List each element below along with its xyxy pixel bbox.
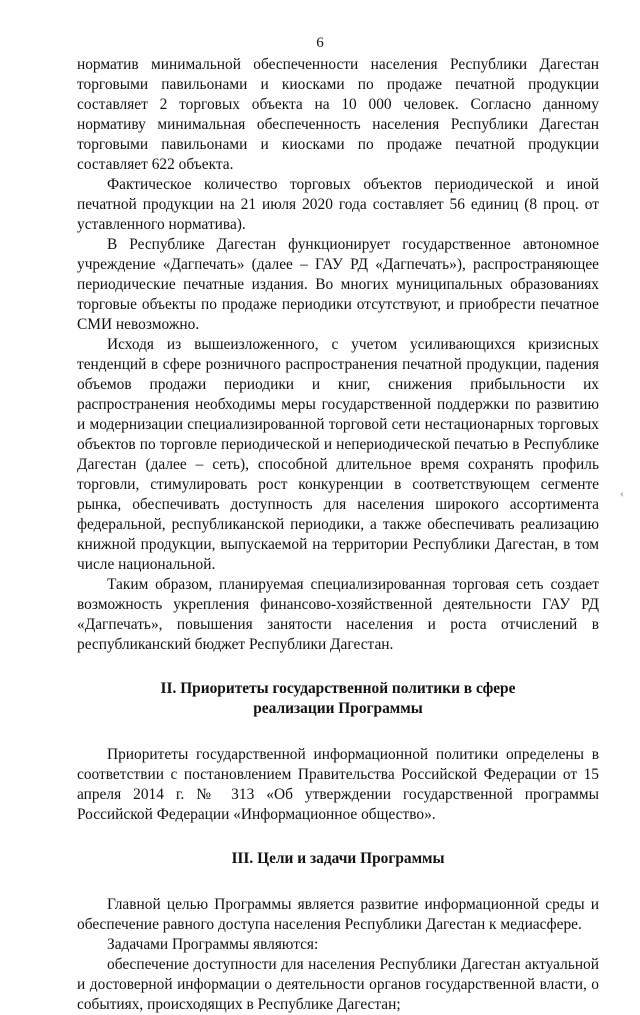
paragraph-support-measures: Исходя из вышеизложенного, с учетом усиливающихся кризисных тенденций в сфере розничного распространения печатной продукции, падения объемов продажи периодики и книг, снижения прибыльности их распространения необходимы меры государственной поддержки по развитию и модернизации специализированной торговой сети нестационарных торговых объектов по торговле периодической и непериодической печатью в Республике Дагестан (далее – сеть), способной длительное время сохранять профиль торговли, стимулировать рост конкуренции в соответствующем сегменте рынка, обеспечивать доступность для населения широкого ассортимента федеральной, республиканской периодики, а также обеспечивать реализацию книжной продукции, выпускаемой на территории Республики Дагестан, в том числе национальной.	[77, 336, 599, 573]
section-3-heading: III. Цели и задачи Программы	[231, 850, 445, 867]
document-body	[77, 55, 599, 1015]
spacer	[77, 825, 599, 849]
paragraph-tasks-intro: Задачами Программы являются:	[107, 936, 319, 953]
paragraph-actual-count: Фактическое количество торговых объектов периодической и иной печатной продукции на 21 июля 2020 года составляет 56 единиц (8 проц. от уставленного норматива).	[77, 176, 599, 233]
margin-scan-mark: ‹	[620, 486, 624, 500]
paragraph-standard-norm: норматив минимальной обеспеченности населения Республики Дагестан торговыми павильонами и киосками по продаже печатной продукции составляет 2 торговых объекта на 10 000 человек. Согласно данному нормативу минимальная обеспеченность населения Республики Дагестан торговыми павильонами и киосками по продаже печатной продукции составляет 622 объекта.	[77, 56, 599, 173]
paragraph-dagpechat: В Республике Дагестан функционирует государственное автономное учреждение «Дагпечать» (далее – ГАУ РД «Дагпечать»), распространяющее периодические печатные издания. Во многих муниципальных образованиях торговые объекты по продаже периодики отсутствуют, и приобрести печатное СМИ невозможно.	[77, 236, 599, 333]
paragraph-task-1: обеспечение доступности для населения Республики Дагестан актуальной и достоверной информации о деятельности органов государственной власти, о событиях, происходящих в Республике Дагестан;	[77, 956, 599, 1013]
paragraph-main-goal: Главной целью Программы является развитие информационной среды и обеспечение равного доступа населения Республики Дагестан к медиасфере.	[77, 896, 599, 933]
spacer	[77, 719, 599, 745]
paragraph-conclusion: Таким образом, планируемая специализированная торговая сеть создает возможность укрепления финансово-хозяйственной деятельности ГАУ РД «Дагпечать», повышения занятости населения и роста отчислений в республиканский бюджет Республики Дагестан.	[77, 576, 599, 653]
section-2-heading-line-2: реализации Программы	[253, 700, 423, 717]
section-2-heading-line-1: II. Приоритеты государственной политики в сфере	[160, 680, 516, 697]
spacer	[77, 869, 599, 895]
paragraph-priorities: Приоритеты государственной информационной политики определены в соответствии с постановлением Правительства Российской Федерации от 15 апреля 2014 г. № 313 «Об утверждении государственной программы Российской Федерации «Информационное общество».	[77, 746, 599, 823]
spacer	[77, 655, 599, 679]
page-number: 6	[316, 35, 324, 51]
